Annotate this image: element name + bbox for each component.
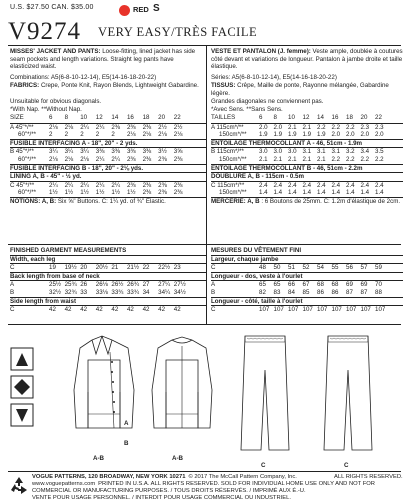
cell-value: 20 <box>360 114 368 121</box>
cell-value: 2¼ <box>95 181 105 189</box>
cell-value: 48 <box>259 264 266 272</box>
triangle-up-icon <box>16 353 28 366</box>
cell-value: 20 <box>158 114 166 121</box>
jacket-a-row: A 45"*/** 2⅛ 2⅛ 2¼ 2¼ 2⅜ 2⅜ 2⅜ 2½ 2½ <box>10 124 206 132</box>
cell-value: 27½ <box>173 281 186 289</box>
cell-value: 2.1 <box>288 123 297 131</box>
cell-value: 2.4 <box>360 181 370 189</box>
cell-value: 2.0 <box>259 123 268 131</box>
price: U.S. $27.50 CAN. $35.00 <box>10 4 94 11</box>
cell-value: 2⅜ <box>173 181 183 189</box>
cell-value: 23 <box>173 264 181 272</box>
cell-value: 20½ <box>95 264 108 272</box>
cell-value: 2⅛ <box>49 155 58 163</box>
cell-value: 2⅜ <box>142 123 152 131</box>
cell-value: 2.2 <box>317 123 326 131</box>
cell-value: 2.4 <box>317 181 326 189</box>
jacket-a60-row: 60"*/** 2 2 2 2 2 2⅛ 2⅛ 2⅛ 2⅛ <box>10 131 206 140</box>
cell-value: 87 <box>346 288 353 296</box>
cell-value: 2.4 <box>273 181 283 189</box>
cell-value: 2.3 <box>375 123 384 131</box>
cell-value: 3¼ <box>49 148 58 156</box>
back-length-label: Back length from base of neck <box>10 273 206 282</box>
cell-value: 27 <box>142 281 150 289</box>
c150-row: 150cm*/** 1.4 1.4 1.4 1.4 1.4 1.4 1.4 1.4 1.4 <box>211 189 403 198</box>
cell-value: 1.9 <box>302 131 312 139</box>
cell-value: 1½ <box>95 189 105 197</box>
cell-value: 54 <box>317 264 324 272</box>
width-label: Width, each leg <box>10 256 206 265</box>
cell-value: 2.0 <box>360 131 370 139</box>
cell-value: 1½ <box>49 189 58 197</box>
size-row: SIZE 6 8 10 12 14 16 18 20 22 <box>10 114 206 124</box>
cell-value: 33 <box>80 288 88 296</box>
side-length-label: Side length from waist <box>10 298 206 307</box>
cell-value: 2 <box>64 131 69 139</box>
cell-value: 1.9 <box>259 131 268 139</box>
pattern-number: V9274 <box>8 18 82 45</box>
pants-back-drawing <box>318 330 378 460</box>
french-intro: VESTE ET PANTALON (J. femme): Veste ample, doublée à coutures côté devant et variations de longueur. Pantalon à jambe droite et taille élastique. <box>211 48 403 71</box>
cell-value: 55 <box>331 264 339 272</box>
label-c-1: C <box>261 462 266 469</box>
cell-value: 2⅜ <box>158 189 167 197</box>
cell-value: 2.4 <box>346 181 355 189</box>
cell-value: 2.1 <box>302 123 312 131</box>
cell-value: 2¼ <box>64 181 74 189</box>
cell-value: 107 <box>360 306 371 314</box>
cell-value: 3.0 <box>288 148 297 156</box>
cell-value: 1.4 <box>331 189 341 197</box>
cell-value: 2.2 <box>346 123 355 131</box>
footer-line-3: COMMERCIAL OR MANUFACTURING PURPOSES. / TOUS DROITS RÉSERVÉS. / IMPRIMÉ AUX É.-U. <box>32 488 306 494</box>
cell-value: 2⅛ <box>64 155 74 163</box>
cell-value: 51 <box>288 264 295 272</box>
cell-value: 3.1 <box>317 148 326 156</box>
cell-value: 3.1 <box>302 148 312 156</box>
cell-value: 66 <box>288 281 295 289</box>
cell-value: 34½ <box>173 288 186 296</box>
cell-value: 42 <box>49 306 56 314</box>
fusible-a: FUSIBLE INTERFACING A - 18", 20" - 2 yds. <box>10 140 206 149</box>
cell-value: 42 <box>126 306 134 314</box>
mesures-title: MESURES DU VÊTEMENT FINI <box>211 247 403 256</box>
b115-row: B 115cm*/** 3.0 3.0 3.0 3.1 3.1 3.1 3.2 3.4 3.5 <box>211 148 403 156</box>
cell-value: 25½ <box>49 281 62 289</box>
cell-value: 57 <box>360 264 368 272</box>
unsuitable-note: Unsuitable for obvious diagonals. <box>10 98 102 105</box>
cell-value: 2⅜ <box>142 189 152 197</box>
cell-value: 2⅜ <box>158 155 167 163</box>
longueur-dos-label: Longueur - dos, veste à l'ourlet <box>211 273 403 282</box>
jacket-b60-row: 60"*/** 2⅛ 2⅛ 2⅛ 2¼ 2¼ 2⅜ 2⅜ 2⅜ 2⅜ <box>10 156 206 165</box>
cell-value: 18 <box>346 114 353 121</box>
tissus: TISSUS: Crêpe, Maille de ponte, Rayonne mélangée, Gabardine légère. <box>211 82 389 97</box>
cell-value: 10 <box>288 114 295 121</box>
cell-value: 32½ <box>49 288 62 296</box>
a115-row: A 115cm*/** 2.0 2.0 2.1 2.1 2.2 2.2 2.2 2.3 2.3 <box>211 124 403 132</box>
cell-value: 14 <box>317 114 324 121</box>
cell-value: 84 <box>288 288 295 296</box>
cell-value: 6 <box>259 114 263 121</box>
footer-reserved: ALL RIGHTS RESERVED. <box>334 474 403 480</box>
cell-value: 22 <box>142 264 150 272</box>
cell-value: 2⅛ <box>173 131 183 139</box>
view-icons <box>10 330 34 456</box>
cell-value: 1.9 <box>288 131 297 139</box>
cell-value: 16 <box>331 114 339 121</box>
cell-value: 12 <box>302 114 310 121</box>
cell-value: 26⅛ <box>95 281 108 289</box>
cell-value: 1.4 <box>273 189 283 197</box>
cell-value: 25¾ <box>64 281 77 289</box>
measurements-title: FINISHED GARMENT MEASUREMENTS <box>10 247 206 256</box>
website-link[interactable]: www.voguepatterns.com <box>32 481 96 487</box>
pants-c60-row: 60"*/** 1½ 1½ 1½ 1½ 1½ 1½ 2⅜ 2⅜ 2⅜ <box>10 189 206 198</box>
cell-value: 2⅛ <box>158 131 167 139</box>
cell-value: 2⅜ <box>111 123 120 131</box>
cell-value: 2⅛ <box>49 123 58 131</box>
cell-value: 65 <box>273 281 281 289</box>
cell-value: 56 <box>346 264 353 272</box>
cell-value: 86 <box>317 288 324 296</box>
cell-value: 26¾ <box>126 281 140 289</box>
cell-value: 42 <box>64 306 72 314</box>
cell-value: 68 <box>317 281 324 289</box>
intro-text <box>10 48 203 71</box>
cell-value: 1.9 <box>317 131 326 139</box>
cell-value: 2¼ <box>95 155 105 163</box>
cell-value: 20 <box>80 264 88 272</box>
cell-value: 2.4 <box>375 181 384 189</box>
c115-row: C 115cm*/** 2.4 2.4 2.4 2.4 2.4 2.4 2.4 2.4 2.4 <box>211 182 403 190</box>
cell-value: 42 <box>111 306 119 314</box>
dos-b-row: B 82 83 84 85 86 86 87 87 88 <box>211 289 403 298</box>
label-a: A <box>124 420 129 427</box>
cell-value: 8 <box>273 114 277 121</box>
fabrics: FABRICS: Crepe, Ponte Knit, Rayon Blends, Lightweight Gabardine. <box>10 82 199 89</box>
cell-value: 32¾ <box>64 288 77 296</box>
notions: NOTIONS: A, B: Six ⅝" Buttons. C: 1¼ yd. of ¾" Elastic. <box>10 197 166 205</box>
longueur-cote-label: Longueur - côté, taille à l'ourlet <box>211 298 403 307</box>
label-ab-2: A-B <box>172 455 183 462</box>
width-c-row: C 19 19½ 20 20½ 21 21½ 22 22½ 23 <box>10 264 206 273</box>
cell-value: 2⅜ <box>142 181 152 189</box>
mesures-fini <box>211 247 403 314</box>
cell-value: 2⅛ <box>80 155 89 163</box>
cell-value: 1.4 <box>346 189 355 197</box>
cell-value: 1½ <box>64 189 74 197</box>
cell-value: 70 <box>375 281 382 289</box>
nap-note: *With Nap. **Without Nap. <box>10 106 82 113</box>
pants-c-row: C 45"*/** 2¼ 2¼ 2¼ 2¼ 2¼ 2⅜ 2⅜ 2⅜ 2⅜ <box>10 182 206 190</box>
cell-value: 42 <box>142 306 150 314</box>
cell-value: 87 <box>360 288 368 296</box>
largeur-c-row: C 48 50 51 52 54 55 56 57 59 <box>211 264 403 273</box>
cell-value: 2.0 <box>331 131 341 139</box>
cell-value: 3⅜ <box>111 148 120 156</box>
cell-value: 2.0 <box>273 123 283 131</box>
footer-line-4: VENTE POUR USAGE PERSONNEL. / INTERDIT POUR USAGE COMMERCIAL OU INDUSTRIEL. <box>32 495 291 501</box>
cell-value: 83 <box>273 288 281 296</box>
cell-value: 14 <box>111 114 119 121</box>
cell-value: 3¼ <box>64 148 74 156</box>
back-b-row: B 32½ 32¾ 33 33⅛ 33¾ 33¾ 34 34¼ 34½ <box>10 289 206 298</box>
cell-value: 34¼ <box>158 288 171 296</box>
cell-value: 8 <box>64 114 69 121</box>
cell-value: 1.4 <box>288 189 297 197</box>
cell-value: 2⅛ <box>126 131 136 139</box>
cell-value: 69 <box>346 281 353 289</box>
cell-value: 2⅜ <box>142 155 152 163</box>
cell-value: 107 <box>273 306 284 314</box>
entoilage-a: ENTOILAGE THERMOCOLLANT A - 46, 51cm - 1.9m <box>211 140 403 149</box>
cell-value: 1.4 <box>360 189 370 197</box>
view-icons-panel <box>10 330 34 456</box>
label-ab-1: A-B <box>93 455 104 462</box>
cell-value: 1.9 <box>273 131 283 139</box>
recycle-icon <box>8 475 30 497</box>
cell-value: 2 <box>49 131 53 139</box>
a150-row: 150cm*/** 1.9 1.9 1.9 1.9 1.9 2.0 2.0 2.0 2.0 <box>211 131 403 140</box>
cell-value: 2.4 <box>302 181 312 189</box>
cell-value: 2⅜ <box>173 189 183 197</box>
cell-value: 33¾ <box>111 288 124 296</box>
cell-value: 2¼ <box>95 123 105 131</box>
cell-value: 3.5 <box>375 148 384 156</box>
cell-value: 2.2 <box>375 155 384 163</box>
cell-value: 2.4 <box>288 181 297 189</box>
label-b: B <box>124 440 129 447</box>
cell-value: 2¼ <box>111 155 120 163</box>
difficulty: VERY EASY/TRÈS FACILE <box>98 25 258 39</box>
cell-value: 22 <box>173 114 181 121</box>
cell-value: 2.0 <box>375 131 384 139</box>
cell-value: 1½ <box>111 189 120 197</box>
cell-value: 2½ <box>158 123 167 131</box>
cell-value: 2 <box>111 131 115 139</box>
yardage-table <box>10 114 206 206</box>
cell-value: 1½ <box>80 189 89 197</box>
cell-value: 34 <box>142 288 150 296</box>
cell-value: 3.0 <box>259 148 268 156</box>
cell-value: 26½ <box>111 281 124 289</box>
cell-value: 42 <box>95 306 103 314</box>
cell-value: 2⅛ <box>142 131 152 139</box>
cell-value: 2.2 <box>331 123 341 131</box>
cell-value: 3⅝ <box>173 148 183 156</box>
metrage-table <box>211 114 403 206</box>
cell-value: 1½ <box>126 189 136 197</box>
jacket-b-row: B 45"*/** 3¼ 3¼ 3¼ 3⅜ 3⅜ 3⅜ 3⅜ 3½ 3⅝ <box>10 148 206 156</box>
side-c-row: C 42 42 42 42 42 42 42 42 42 <box>10 306 206 314</box>
cell-value: 2.1 <box>317 155 326 163</box>
cell-value: 42 <box>173 306 181 314</box>
cell-value: 19 <box>49 264 56 272</box>
largeur-label: Largeur, chaque jambe <box>211 256 403 265</box>
sens-note: *Avec Sens. **Sans Sens. <box>211 106 283 113</box>
cell-value: 3⅜ <box>142 148 152 156</box>
mercerie: MERCERIE: A, B : 6 Boutons de 25mm. C: 1.2m d'élastique de 2cm. <box>211 197 401 205</box>
cell-value: 3⅜ <box>95 148 105 156</box>
combinations: Combinations: A5(6-8-10-12-14), E5(14-16-18-20-22) <box>10 74 157 81</box>
intro-title: MISSES' JACKET AND PANTS: <box>10 48 101 55</box>
cell-value: 42 <box>158 306 166 314</box>
cell-value: 1.4 <box>259 189 268 197</box>
cell-value: 2.2 <box>360 155 370 163</box>
cell-value: 107 <box>375 306 386 314</box>
dos-a-row: A 65 65 66 67 68 68 69 69 70 <box>211 281 403 289</box>
jacket-front-drawing <box>70 332 140 452</box>
jacket-back-drawing <box>148 332 218 452</box>
diag-note: Grandes diagonales ne conviennent pas. <box>211 98 324 105</box>
cell-value: 2⅛ <box>64 123 74 131</box>
cell-value: 2¼ <box>111 181 120 189</box>
cell-value: 22 <box>375 114 382 121</box>
cell-value: 26 <box>80 281 88 289</box>
cell-value: 33⅛ <box>95 288 108 296</box>
cell-value: 2.4 <box>259 181 268 189</box>
cell-value: 107 <box>346 306 357 314</box>
cell-value: 2⅜ <box>126 181 136 189</box>
cell-value: 82 <box>259 288 266 296</box>
cell-value: 33¾ <box>126 288 140 296</box>
intro-body: Loose-fitting, lined jacket has side seam pockets and length variations. Straight leg pants have elasticized waist. <box>10 48 196 71</box>
cell-value: 2.4 <box>331 181 341 189</box>
cell-value: 6 <box>49 114 53 121</box>
cell-value: 2.2 <box>331 155 341 163</box>
cell-value: 2.1 <box>288 155 297 163</box>
series: Séries: A5(6-8-10-12-14), E5(14-16-18-20-22) <box>211 74 337 81</box>
fusible-b: FUSIBLE INTERFACING B - 18", 20" - 2⅛ yds. <box>10 165 206 174</box>
cell-value: 3.1 <box>331 148 341 156</box>
cell-value: 59 <box>375 264 382 272</box>
cell-value: 3½ <box>158 148 167 156</box>
cell-value: 2¼ <box>49 181 58 189</box>
back-a-row: A 25½ 25¾ 26 26⅛ 26½ 26¾ 27 27¼ 27½ <box>10 281 206 289</box>
entoilage-b: ENTOILAGE THERMOCOLLANT B - 46, 51cm - 2.2m <box>211 165 403 174</box>
cell-value: 10 <box>80 114 88 121</box>
cell-value: 1.4 <box>317 189 326 197</box>
size-letter: S <box>153 3 160 14</box>
cell-value: 2.1 <box>259 155 268 163</box>
cell-value: 18 <box>142 114 150 121</box>
cell-value: 2.2 <box>346 155 355 163</box>
finished-measurements <box>10 247 206 314</box>
cell-value: 1.4 <box>375 189 384 197</box>
red-dot-icon <box>119 5 130 16</box>
cell-value: 3.2 <box>346 148 355 156</box>
size-color: RED <box>133 5 149 14</box>
cell-value: 65 <box>259 281 266 289</box>
cell-value: 42 <box>80 306 88 314</box>
cell-value: 2 <box>95 131 100 139</box>
triangle-down-icon <box>16 409 28 422</box>
cell-value: 2⅜ <box>126 155 136 163</box>
cell-value: 2⅜ <box>126 123 136 131</box>
cell-value: 2⅜ <box>158 181 167 189</box>
tailles-row: TAILLES 6 8 10 12 14 16 18 20 22 <box>211 114 403 124</box>
diamond-icon <box>14 379 30 395</box>
cell-value: 1.4 <box>302 189 312 197</box>
cell-value: 67 <box>302 281 310 289</box>
cell-value: 52 <box>302 264 310 272</box>
cell-value: 86 <box>331 288 339 296</box>
cell-value: 27¼ <box>158 281 171 289</box>
cell-value: 3.0 <box>273 148 283 156</box>
cell-value: 21 <box>111 264 119 272</box>
cell-value: 2.1 <box>273 155 283 163</box>
cell-value: 88 <box>375 288 382 296</box>
cell-value: 2¼ <box>80 181 89 189</box>
lining: LINING A, B - 45" - ½ yd. <box>10 173 206 182</box>
cell-value: 2.1 <box>302 155 312 163</box>
footer-line-1: VOGUE PATTERNS, 120 BROADWAY, NEW YORK 10271 © 2017 The McCall Pattern Company, Inc. <box>32 474 297 480</box>
cell-value: 107 <box>331 306 342 314</box>
cell-value: 107 <box>302 306 313 314</box>
cell-value: 22½ <box>158 264 171 272</box>
cell-value: 3⅜ <box>126 148 136 156</box>
cell-value: 2⅜ <box>173 155 183 163</box>
cell-value: 2¼ <box>80 123 89 131</box>
doublure: DOUBLURE A, B - 115cm - 0.5m <box>211 173 403 182</box>
cell-value: 3.4 <box>360 148 370 156</box>
pants-front-drawing <box>235 330 295 460</box>
cell-value: 107 <box>317 306 328 314</box>
label-c-2: C <box>344 462 349 469</box>
cell-value: 2.3 <box>360 123 370 131</box>
cell-value: 85 <box>302 288 310 296</box>
cell-value: 50 <box>273 264 281 272</box>
cell-value: 107 <box>288 306 299 314</box>
cell-value: 3¼ <box>80 148 89 156</box>
cell-value: 21½ <box>126 264 140 272</box>
b150-row: 150cm*/** 2.1 2.1 2.1 2.1 2.1 2.2 2.2 2.2 2.2 <box>211 156 403 165</box>
cell-value: 2½ <box>173 123 183 131</box>
cell-value: 12 <box>95 114 103 121</box>
cell-value: 69 <box>360 281 368 289</box>
cote-c-row: C 107 107 107 107 107 107 107 107 107 <box>211 306 403 314</box>
cell-value: 68 <box>331 281 339 289</box>
cell-value: 19½ <box>64 264 77 272</box>
cell-value: 2 <box>80 131 84 139</box>
footer-line-2: www.voguepatterns.com PRINTED IN U.S.A. ALL RIGHTS RESERVED. SOLD FOR INDIVIDUAL HOME USE ONLY AND NOT FOR <box>32 481 375 487</box>
cell-value: 16 <box>126 114 134 121</box>
cell-value: 2.0 <box>346 131 355 139</box>
cell-value: 107 <box>259 306 270 314</box>
